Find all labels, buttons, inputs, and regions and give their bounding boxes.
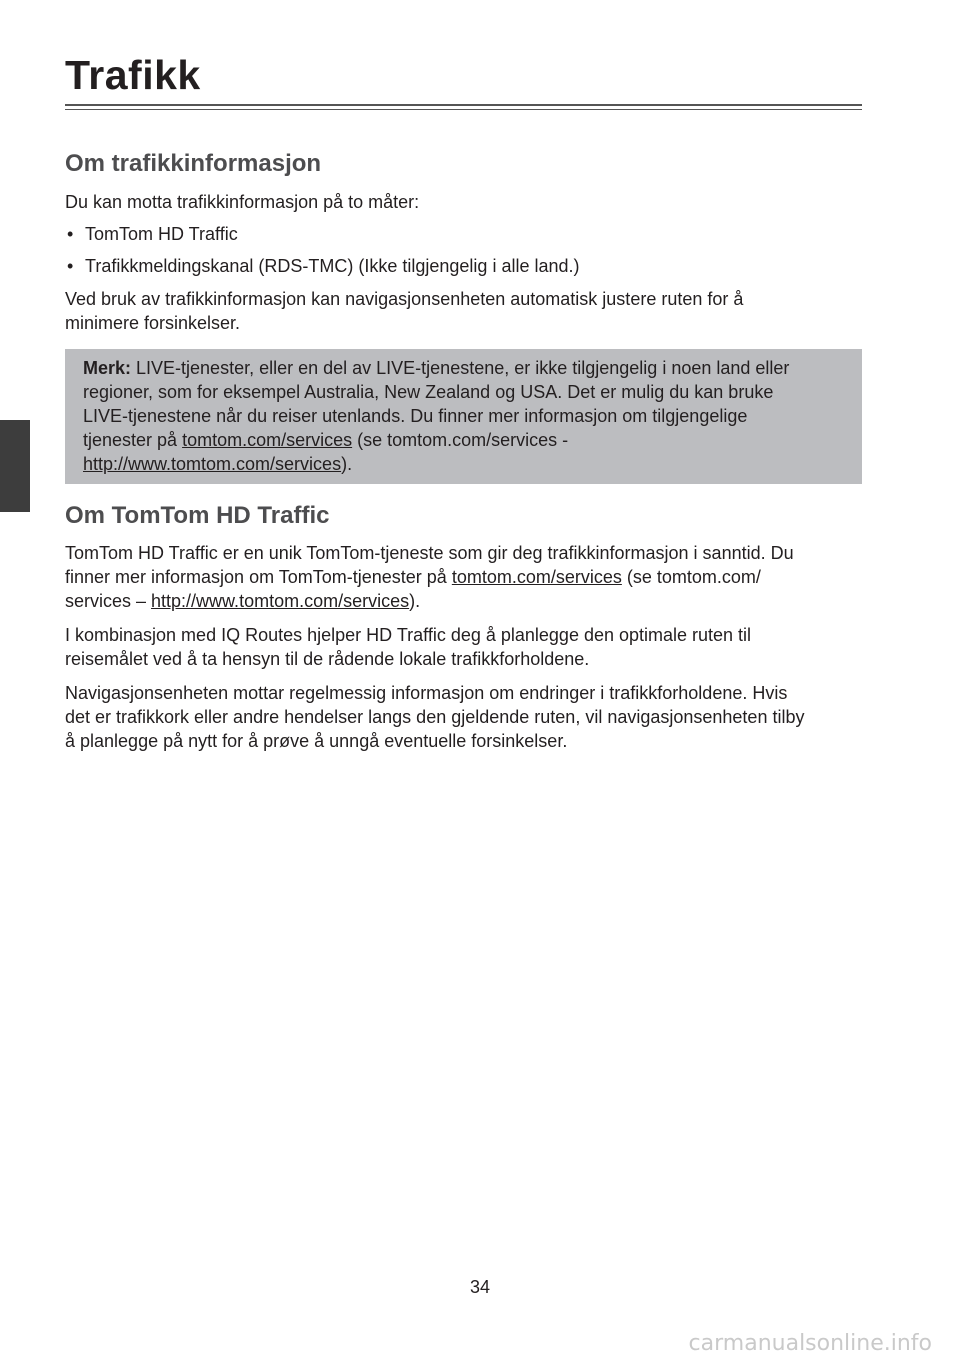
note-box <box>65 349 862 484</box>
text-line: ). <box>409 591 421 611</box>
page-title: Trafikk <box>65 52 201 98</box>
paragraph-replanning <box>65 681 862 753</box>
text-line: (se tomtom.com/services - <box>352 430 569 450</box>
section-heading-hd-traffic: Om TomTom HD Traffic <box>65 502 330 529</box>
section-heading-trafikkinformasjon: Om trafikkinformasjon <box>65 150 322 177</box>
text-line: I kombinasjon med IQ Routes hjelper HD Traffic deg å planlegge den optimale ruten til <box>65 625 752 645</box>
text-line: services – <box>65 591 152 611</box>
watermark: carmanualsonline.info <box>688 1331 932 1356</box>
note-label: Merk: <box>83 358 132 378</box>
text-line: (se tomtom.com/ <box>621 567 761 587</box>
title-rule-secondary <box>65 109 862 110</box>
list-item <box>65 254 862 278</box>
services-url-link[interactable]: http://www.tomtom.com/services <box>151 591 410 611</box>
text-line: tjenester på <box>83 430 183 450</box>
text-line: ). <box>341 454 353 474</box>
bullet-marker: • <box>67 224 74 244</box>
text-line: TomTom HD Traffic er en unik TomTom-tjeneste som gir deg trafikkinformasjon i sanntid. Du <box>65 543 794 563</box>
text-line: LIVE-tjenestene når du reiser utenlands. Du finner mer informasjon om tilgjengelige <box>83 406 748 426</box>
services-link[interactable]: tomtom.com/services <box>182 430 353 450</box>
text-line: minimere forsinkelser. <box>65 313 241 333</box>
text-line: regioner, som for eksempel Australia, New Zealand og USA. Det er mulig du kan bruke <box>83 382 774 402</box>
text-line: Ved bruk av trafikkinformasjon kan navigasjonsenheten automatisk justere ruten for å <box>65 289 744 309</box>
traffic-source-list <box>65 222 862 278</box>
chapter-side-tab <box>0 420 30 512</box>
text-line: Navigasjonsenheten mottar regelmessig informasjon om endringer i trafikkforholdene. Hvis <box>65 683 788 703</box>
section-intro: Du kan motta trafikkinformasjon på to måter: <box>65 192 420 212</box>
bullet-marker: • <box>67 256 74 276</box>
text-line: finner mer informasjon om TomTom-tjenester på <box>65 567 452 587</box>
services-link[interactable]: tomtom.com/services <box>451 567 622 587</box>
list-item-text: TomTom HD Traffic <box>85 224 238 244</box>
paragraph-iq-routes <box>65 623 862 671</box>
text-line: reisemålet ved å ta hensyn til de rådende lokale trafikkforholdene. <box>65 649 590 669</box>
paragraph-hd-traffic-intro <box>65 541 862 613</box>
text-line: det er trafikkork eller andre hendelser langs den gjeldende ruten, vil navigasjonsenheten tilby <box>65 707 805 727</box>
text-line: LIVE-tjenester, eller en del av LIVE-tjenestene, er ikke tilgjengelig i noen land eller <box>131 358 790 378</box>
list-item-text: Trafikkmeldingskanal (RDS-TMC) (Ikke tilgjengelig i alle land.) <box>85 256 580 276</box>
note-text <box>83 356 844 476</box>
page-number: 34 <box>469 1277 491 1297</box>
list-item <box>65 222 862 246</box>
services-url-link[interactable]: http://www.tomtom.com/services <box>83 454 342 474</box>
page-content <box>65 150 862 753</box>
text-line: å planlegge på nytt for å prøve å unngå eventuelle forsinkelser. <box>65 731 568 751</box>
title-rule <box>65 104 862 106</box>
paragraph-route-adjust <box>65 287 862 335</box>
